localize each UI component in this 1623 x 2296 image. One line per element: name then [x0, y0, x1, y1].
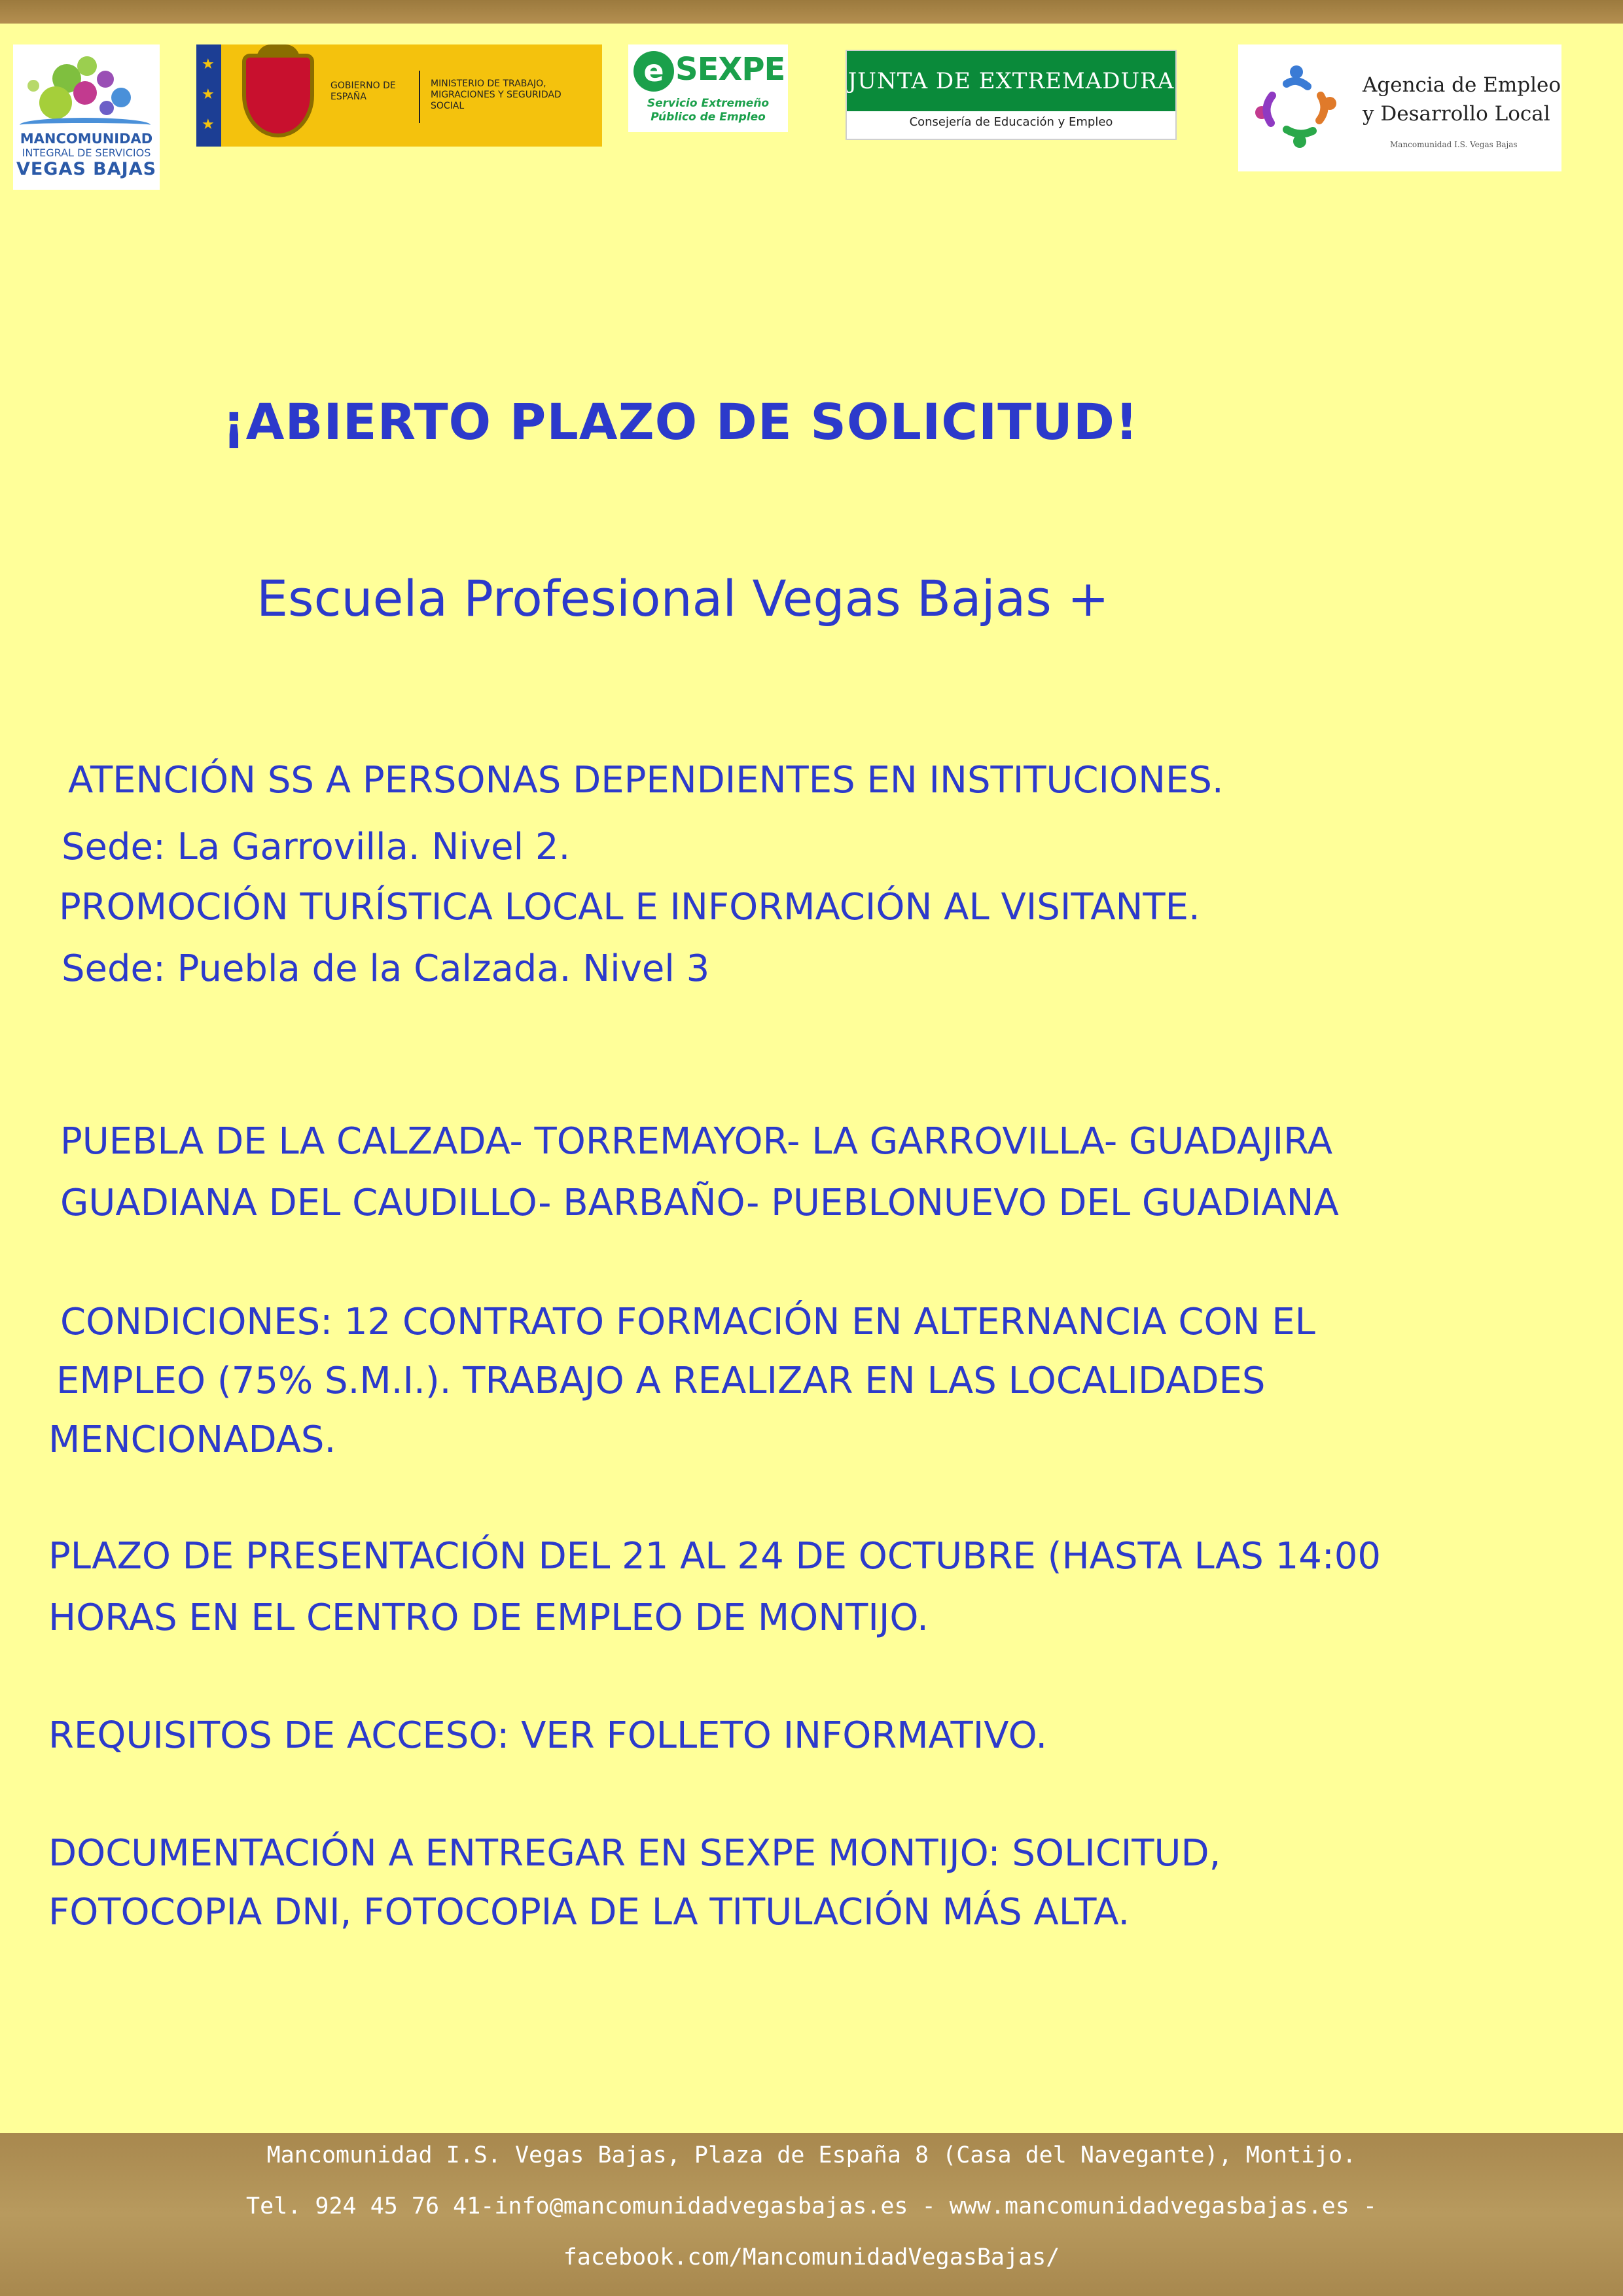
conditions-line-1: CONDICIONES: 12 CONTRATO FORMACIÓN EN ALTERNANCIA CON EL — [60, 1301, 1315, 1343]
headline: ¡ABIERTO PLAZO DE SOLICITUD! — [223, 393, 1139, 451]
mancomunidad-subtitle: INTEGRAL DE SERVICIOS — [22, 147, 151, 159]
sexpe-name: SEXPE — [675, 51, 785, 88]
sexpe-logo — [628, 44, 788, 132]
course-2-location: Sede: Puebla de la Calzada. Nivel 3 — [62, 947, 710, 990]
course-2-title: PROMOCIÓN TURÍSTICA LOCAL E INFORMACIÓN AL VISITANTE. — [59, 886, 1200, 928]
top-border — [0, 0, 1623, 24]
documentation-line-2: FOTOCOPIA DNI, FOTOCOPIA DE LA TITULACIÓN MÁS ALTA. — [48, 1891, 1130, 1934]
sexpe-e-icon: e — [633, 51, 674, 92]
agencia-logo — [1238, 44, 1561, 171]
conditions-line-3: MENCIONADAS. — [48, 1419, 336, 1461]
deadline-line-1: PLAZO DE PRESENTACIÓN DEL 21 AL 24 DE OCTUBRE (HASTA LAS 14:00 — [48, 1535, 1381, 1578]
course-1-title: ATENCIÓN SS A PERSONAS DEPENDIENTES EN INSTITUCIONES. — [68, 759, 1224, 802]
junta-subtitle: Consejería de Educación y Empleo — [909, 115, 1113, 129]
deadline-line-2: HORAS EN EL CENTRO DE EMPLEO DE MONTIJO. — [48, 1597, 929, 1639]
sexpe-subtitle: Servicio Extremeño Público de Empleo — [647, 97, 770, 124]
footer-contact: Tel. 924 45 76 41-info@mancomunidadvegasbajas.es - www.mancomunidadvegasbajas.es - — [246, 2193, 1377, 2219]
mancomunidad-dots-icon — [13, 44, 160, 130]
mancomunidad-region: VEGAS BAJAS — [16, 159, 157, 179]
conditions-line-2: EMPLEO (75% S.M.I.). TRABAJO A REALIZAR EN LAS LOCALIDADES — [56, 1360, 1266, 1402]
course-1-location: Sede: La Garrovilla. Nivel 2. — [62, 826, 571, 868]
junta-logo — [846, 50, 1177, 140]
agencia-line2: y Desarrollo Local — [1363, 102, 1550, 126]
mancomunidad-logo — [13, 44, 160, 190]
people-circle-icon — [1247, 58, 1346, 156]
coat-of-arms-icon — [242, 54, 314, 137]
agencia-name — [1363, 71, 1561, 128]
gobierno-name: GOBIERNO DE ESPAÑA — [330, 80, 396, 102]
towns-line-2: GUADIANA DEL CAUDILLO- BARBAÑO- PUEBLONUEVO DEL GUADIANA — [60, 1182, 1339, 1224]
towns-line-1: PUEBLA DE LA CALZADA- TORREMAYOR- LA GARROVILLA- GUADAJIRA — [60, 1120, 1333, 1163]
agencia-small: Mancomunidad I.S. Vegas Bajas — [1390, 140, 1518, 149]
junta-name: JUNTA DE EXTREMADURA — [847, 51, 1175, 111]
eu-flag-icon: ★ ★ ★ — [196, 44, 221, 147]
gobierno-divider — [419, 71, 420, 123]
footer-facebook: facebook.com/MancomunidadVegasBajas/ — [563, 2244, 1060, 2270]
agencia-line1: Agencia de Empleo — [1363, 73, 1561, 97]
school-title: Escuela Profesional Vegas Bajas + — [257, 569, 1109, 627]
requirements: REQUISITOS DE ACCESO: VER FOLLETO INFORMATIVO. — [48, 1714, 1048, 1757]
footer — [0, 2133, 1623, 2296]
footer-address: Mancomunidad I.S. Vegas Bajas, Plaza de España 8 (Casa del Navegante), Montijo. — [266, 2142, 1357, 2168]
mancomunidad-name: MANCOMUNIDAD — [20, 131, 153, 147]
ministerio-name: MINISTERIO DE TRABAJO, MIGRACIONES Y SEGURIDAD SOCIAL — [431, 79, 562, 111]
gobierno-logo — [196, 44, 602, 147]
documentation-line-1: DOCUMENTACIÓN A ENTREGAR EN SEXPE MONTIJO: SOLICITUD, — [48, 1832, 1221, 1875]
